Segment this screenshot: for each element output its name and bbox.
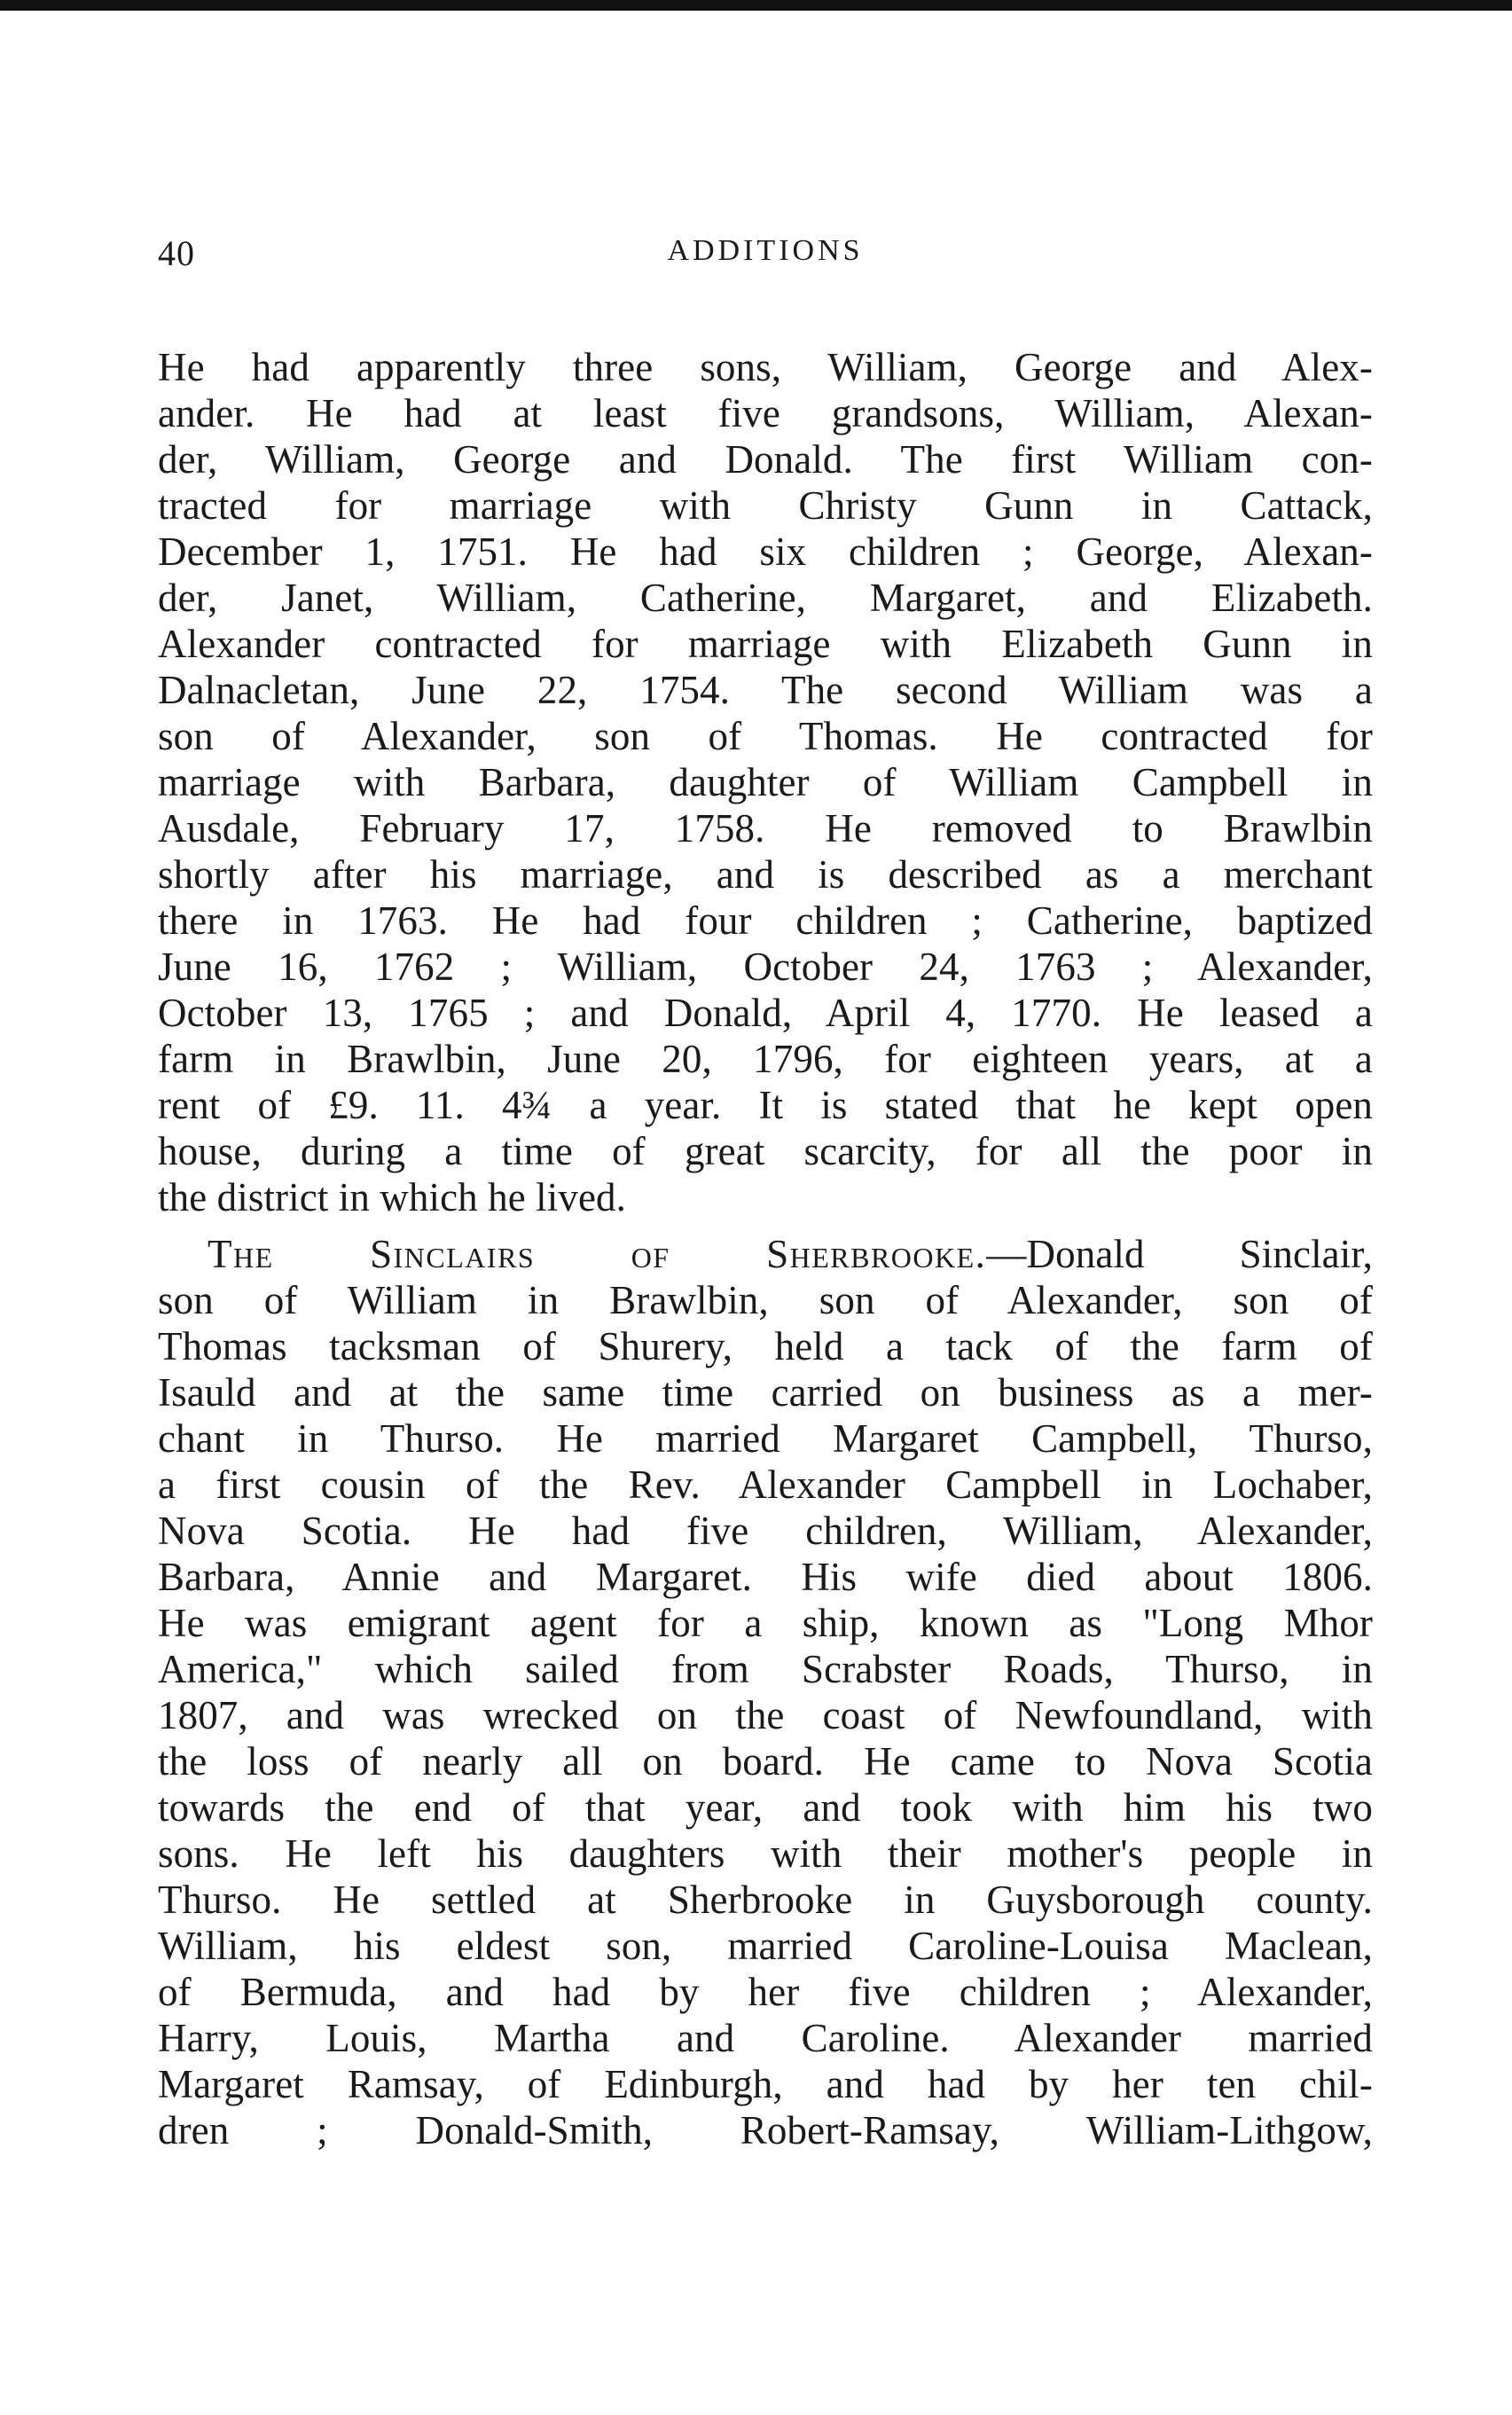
text-line: son of Alexander, son of Thomas. He contracted for bbox=[158, 714, 1373, 758]
text-line: Harry, Louis, Martha and Caroline. Alexander married bbox=[158, 2016, 1373, 2060]
section-heading: The Sinclairs of Sherbrooke. bbox=[208, 1232, 987, 1276]
text-line: October 13, 1765 ; and Donald, April 4, 1770. He leased a bbox=[158, 991, 1373, 1035]
text-line: He had apparently three sons, William, George and Alex- bbox=[158, 345, 1373, 389]
text-line: December 1, 1751. He had six children ; George, Alexan- bbox=[158, 529, 1373, 574]
text-line: Alexander contracted for marriage with Elizabeth Gunn in bbox=[158, 622, 1373, 666]
text-line: America," which sailed from Scrabster Roads, Thurso, in bbox=[158, 1647, 1373, 1691]
text-line: a first cousin of the Rev. Alexander Campbell in Lochaber, bbox=[158, 1462, 1373, 1507]
text-line: son of William in Brawlbin, son of Alexander, son of bbox=[158, 1278, 1373, 1322]
section-first-line-text: —Donald Sinclair, bbox=[986, 1232, 1373, 1276]
running-title: ADDITIONS bbox=[667, 234, 864, 267]
top-border-rule bbox=[0, 0, 1512, 11]
text-line: there in 1763. He had four children ; Catherine, baptized bbox=[158, 898, 1373, 943]
text-line: of Bermuda, and had by her five children ; Alexander, bbox=[158, 1970, 1373, 2014]
text-line: June 16, 1762 ; William, October 24, 1763 ; Alexander, bbox=[158, 945, 1373, 989]
text-line: shortly after his marriage, and is described as a merchant bbox=[158, 852, 1373, 897]
text-line: sons. He left his daughters with their mother's people in bbox=[158, 1831, 1373, 1876]
book-page bbox=[158, 232, 1373, 2153]
text-line: chant in Thurso. He married Margaret Campbell, Thurso, bbox=[158, 1416, 1373, 1461]
text-line: Dalnacletan, June 22, 1754. The second William was a bbox=[158, 668, 1373, 712]
text-line: He was emigrant agent for a ship, known as "Long Mhor bbox=[158, 1601, 1373, 1645]
section-first-line bbox=[158, 1231, 1373, 1277]
text-line: the district in which he lived. bbox=[158, 1175, 626, 1219]
paragraph-2 bbox=[158, 1231, 1373, 2153]
text-line: der, Janet, William, Catherine, Margaret, and Elizabeth. bbox=[158, 576, 1373, 620]
text-line: Isauld and at the same time carried on business as a mer- bbox=[158, 1370, 1373, 1415]
text-line: Thurso. He settled at Sherbrooke in Guysborough county. bbox=[158, 1878, 1373, 1922]
page-number: 40 bbox=[158, 233, 195, 273]
text-line: house, during a time of great scarcity, for all the poor in bbox=[158, 1129, 1373, 1173]
text-line: der, William, George and Donald. The first William con- bbox=[158, 437, 1373, 482]
text-line: marriage with Barbara, daughter of William Campbell in bbox=[158, 760, 1373, 804]
text-line: rent of £9. 11. 4¾ a year. It is stated that he kept open bbox=[158, 1083, 1373, 1127]
paragraph-1 bbox=[158, 344, 1373, 1220]
body-text bbox=[158, 344, 1373, 2153]
running-head bbox=[158, 232, 1373, 294]
text-line: Barbara, Annie and Margaret. His wife died about 1806. bbox=[158, 1555, 1373, 1599]
text-line: 1807, and was wrecked on the coast of Newfoundland, with bbox=[158, 1693, 1373, 1737]
text-line: dren ; Donald-Smith, Robert-Ramsay, William-Lithgow, bbox=[158, 2108, 1373, 2152]
text-line: Thomas tacksman of Shurery, held a tack of the farm of bbox=[158, 1324, 1373, 1368]
text-line: tracted for marriage with Christy Gunn in Cattack, bbox=[158, 483, 1373, 528]
paragraph-gap bbox=[158, 1220, 1373, 1231]
text-line: Ausdale, February 17, 1758. He removed to Brawlbin bbox=[158, 806, 1373, 851]
text-line: ander. He had at least five grandsons, William, Alexan- bbox=[158, 391, 1373, 435]
text-line: the loss of nearly all on board. He came to Nova Scotia bbox=[158, 1739, 1373, 1784]
text-line: farm in Brawlbin, June 20, 1796, for eighteen years, at a bbox=[158, 1037, 1373, 1081]
text-line: towards the end of that year, and took with him his two bbox=[158, 1785, 1373, 1830]
text-line: Margaret Ramsay, of Edinburgh, and had by her ten chil- bbox=[158, 2062, 1373, 2106]
text-line: William, his eldest son, married Caroline-Louisa Maclean, bbox=[158, 1924, 1373, 1968]
text-line: Nova Scotia. He had five children, William, Alexander, bbox=[158, 1509, 1373, 1553]
